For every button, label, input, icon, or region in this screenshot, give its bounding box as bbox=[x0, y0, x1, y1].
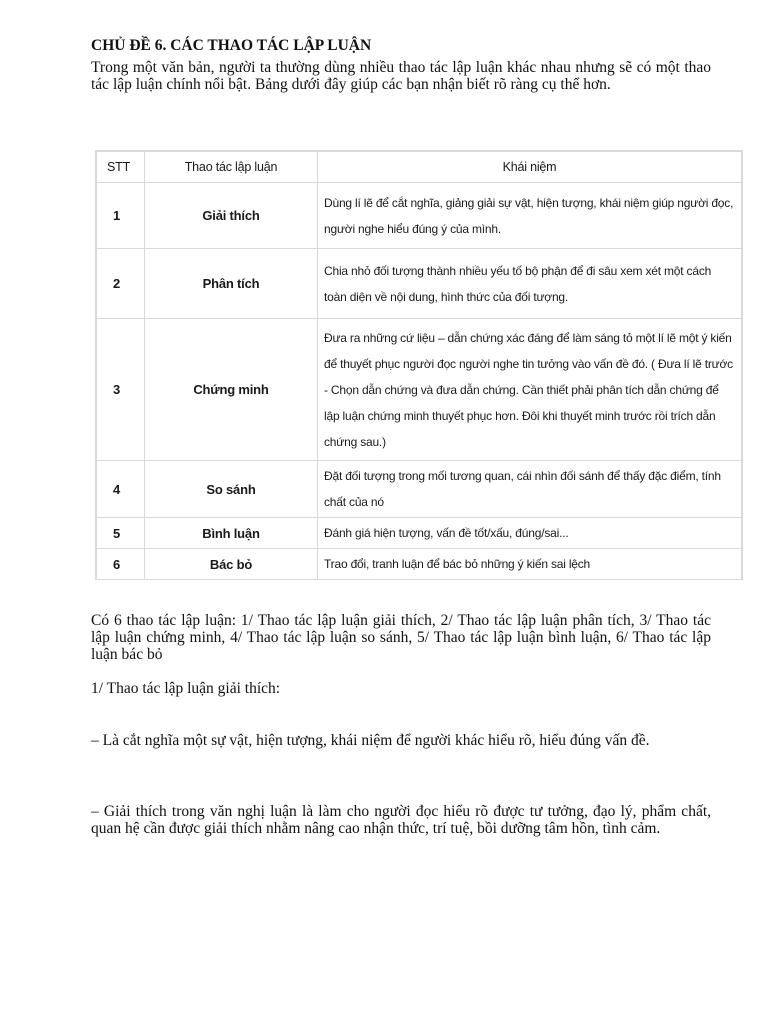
row-operation: Bác bỏ bbox=[145, 549, 318, 580]
document-header bbox=[91, 36, 711, 93]
section1-title: 1/ Thao tác lập luận giải thích: bbox=[91, 680, 281, 697]
row-concept: Đánh giá hiện tượng, vấn đề tốt/xấu, đúng/sai... bbox=[318, 518, 742, 549]
table-row bbox=[97, 249, 742, 319]
row-stt: 6 bbox=[97, 549, 145, 580]
concepts-table-image bbox=[95, 150, 743, 580]
row-stt: 4 bbox=[97, 461, 145, 518]
header-operation: Thao tác lập luận bbox=[145, 152, 318, 183]
section1-point1: – Là cắt nghĩa một sự vật, hiện tượng, khái niệm để người khác hiểu rõ, hiểu đúng vấn đề. bbox=[91, 732, 650, 749]
page-title: CHỦ ĐỀ 6. CÁC THAO TÁC LẬP LUẬN bbox=[91, 37, 372, 54]
row-stt: 3 bbox=[97, 319, 145, 461]
summary-section bbox=[91, 612, 711, 671]
row-concept: Trao đổi, tranh luận để bác bỏ những ý kiến sai lệch bbox=[318, 549, 742, 580]
header-stt: STT bbox=[97, 152, 145, 183]
row-operation: Giải thích bbox=[145, 183, 318, 249]
row-stt: 1 bbox=[97, 183, 145, 249]
row-concept: Đưa ra những cứ liệu – dẫn chứng xác đáng để làm sáng tỏ một lí lẽ một ý kiến để thuyết phục người đọc người nghe tin tưởng vào vấn đề đó. ( Đưa lí lẽ trước - Chọn dẫn chứng và đưa dẫn chứng. Cần thiết phải phân tích dẫn chứng để lập luận chứng minh thuyết phục hơn. Đôi khi thuyết minh trước rồi trích dẫn chứng sau.) bbox=[318, 319, 742, 461]
intro-paragraph: Trong một văn bản, người ta thường dùng nhiều thao tác lập luận khác nhau nhưng sẽ có một thao tác lập luận chính nổi bật. Bảng dưới đây giúp các bạn nhận biết rõ ràng cụ thể hơn. bbox=[91, 59, 711, 93]
table-row bbox=[97, 183, 742, 249]
table-row bbox=[97, 319, 742, 461]
row-operation: Phân tích bbox=[145, 249, 318, 319]
row-concept: Dùng lí lẽ để cắt nghĩa, giảng giải sự vật, hiện tượng, khái niệm giúp người đọc, người nghe hiểu đúng ý của mình. bbox=[318, 183, 742, 249]
section1-point1-wrap bbox=[91, 732, 711, 749]
row-concept: Đặt đối tượng trong mối tương quan, cái nhìn đối sánh để thấy đặc điểm, tính chất của nó bbox=[318, 461, 742, 518]
row-operation: So sánh bbox=[145, 461, 318, 518]
table-row bbox=[97, 549, 742, 580]
row-operation: Chứng minh bbox=[145, 319, 318, 461]
concepts-table bbox=[96, 151, 742, 580]
section1-point2: – Giải thích trong văn nghị luận là làm cho người đọc hiểu rõ được tư tưởng, đạo lý, phẩm chất, quan hệ cần được giải thích nhằm nâng cao nhận thức, trí tuệ, bồi dưỡng tâm hồn, tình cảm. bbox=[91, 803, 711, 837]
table-row bbox=[97, 518, 742, 549]
row-operation: Bình luận bbox=[145, 518, 318, 549]
row-stt: 2 bbox=[97, 249, 145, 319]
row-stt: 5 bbox=[97, 518, 145, 549]
table-row bbox=[97, 461, 742, 518]
section1-point2-wrap bbox=[91, 803, 711, 837]
summary-paragraph: Có 6 thao tác lập luận: 1/ Thao tác lập luận giải thích, 2/ Thao tác lập luận phân tích, 3/ Thao tác lập luận chứng minh, 4/ Thao tác lập luận so sánh, 5/ Thao tác lập luận bình luận, 6/ Thao tác lập luận bác bỏ bbox=[91, 612, 711, 663]
table-header-row bbox=[97, 152, 742, 183]
header-concept: Khái niệm bbox=[318, 152, 742, 183]
section1 bbox=[91, 680, 711, 697]
row-concept: Chia nhỏ đối tượng thành nhiều yếu tố bộ phận để đi sâu xem xét một cách toàn diện về nội dung, hình thức của đối tượng. bbox=[318, 249, 742, 319]
